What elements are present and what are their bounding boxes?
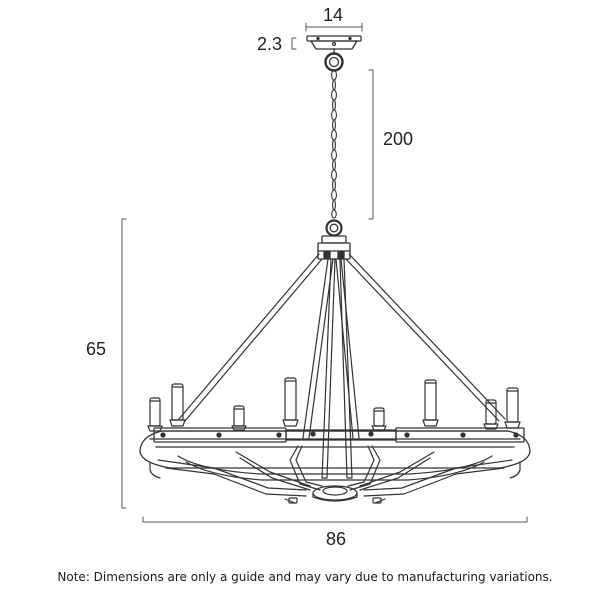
top-hub	[318, 236, 350, 259]
disclaimer-note: Note: Dimensions are only a guide and may vary due to manufacturing variations.	[57, 570, 553, 584]
body-height-dimension-line	[122, 219, 126, 508]
main-ring	[140, 428, 530, 468]
body-width-dimension-line	[143, 517, 527, 522]
body-loop	[327, 221, 342, 236]
candle-5	[374, 408, 384, 426]
canopy-height-label: 2.3	[257, 34, 283, 54]
canopy-height-dimension-line	[292, 38, 296, 49]
candle-2	[172, 384, 183, 420]
body-height-label: 65	[86, 339, 107, 359]
canopy-loop	[326, 54, 343, 71]
candle-4	[285, 378, 296, 420]
body-width-label: 86	[326, 529, 347, 549]
chain-length-dimension-line	[369, 70, 373, 219]
lower-frame	[150, 446, 520, 503]
canopy-width-label: 14	[323, 5, 344, 25]
ceiling-canopy	[307, 36, 361, 52]
candle-3	[234, 406, 244, 426]
support-arms	[179, 254, 505, 478]
candle-8	[507, 388, 518, 422]
candle-lights	[148, 378, 520, 431]
chain-length-label: 200	[383, 129, 414, 149]
candle-1	[150, 398, 160, 426]
candle-6	[425, 380, 436, 420]
suspension-chain	[332, 70, 337, 218]
